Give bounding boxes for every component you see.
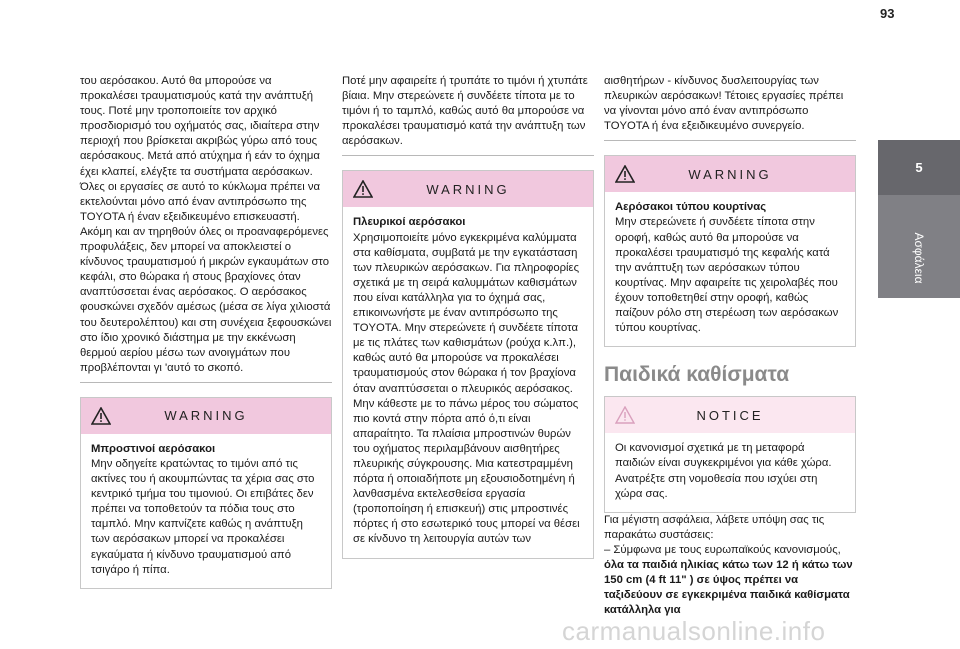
notice-text: Οι κανονισμοί σχετικά με τη μεταφορά παιδιών είναι συγκεκριμένοι για κάθε χώρα. Ανατρέξτε στη νομοθεσία που ισχύει στη χώρα σας. <box>615 442 832 500</box>
notice-label: NOTICE <box>696 407 764 423</box>
warning-box <box>604 155 856 347</box>
warning-heading: Μπροστινοί αερόσακοι <box>91 442 216 455</box>
body-paragraph: του αερόσακου. Αυτό θα μπορούσε να προκαλέσει τραυματισμούς κατά την ανάπτυξή τους. Ποτέ μην τροποποιείτε τον αρχικό προσδιορισμό του οχήματός σας, ιδιαίτερα στην περιοχή που βρίσκεται ακριβώς γύρω από τους αερόσακους. Μετά από ατύχημα ή εάν το όχημα έχει κλαπεί, ελέγξτε τα συστήματα αερόσακων. Όλες οι εργασίες σε αυτό το κύκλωμα πρέπει να εκτελούνται μόνο από έναν αντιπρόσωπο της TOYOTA ή έναν εξειδικευμένο επισκευαστή. Ακόμη και αν τηρηθούν όλες οι προαναφερόμενες προφυλάξεις, δεν μπορεί να αποκλειστεί ο κίνδυνος τραυματισμού ή μικρών εγκαυμάτων στο κεφάλι, στο θώρακα ή στους βραχίονες όταν αναπτύσσεται ένας αερόσακος. Ο αερόσακος φουσκώνει σχεδόν αμέσως (μέσα σε λίγα χιλιοστά του δευτερολέπτου) και στη συνέχεια ξεφουσκώνει στο ίδιο χρονικό διάστημα με την εκκένωση θερμού αερίου μέσω των ανοιγμάτων που προβλέπονται γι 'αυτό το σκοπό. <box>80 75 332 374</box>
notice-icon <box>615 406 635 424</box>
section-title: Παιδικά καθίσματα <box>604 363 790 387</box>
list-item-text: – Σύμφωνα με τους ευρωπαϊκούς κανονισμούς, <box>604 543 841 556</box>
warning-heading: Αερόσακοι τύπου κουρτίνας <box>615 201 767 214</box>
intro-paragraph: Για μέγιστη ασφάλεια, λάβετε υπόψη σας τις παρακάτω συστάσεις: <box>604 513 825 541</box>
warning-body <box>343 207 593 557</box>
chapter-title: Ασφάλεια <box>912 232 926 284</box>
body-paragraph: αισθητήρων - κίνδυνος δυσλειτουργίας των πλευρικών αερόσακων! Τέτοιες εργασίες πρέπει να γίνονται μόνο από έναν αντιπρόσωπο TOYOTA ή ένα εξειδικευμένο συνεργείο. <box>604 75 844 133</box>
chapter-number: 5 <box>878 140 960 195</box>
notice-body <box>605 433 855 511</box>
warning-body <box>81 434 331 588</box>
warning-header <box>343 171 593 207</box>
watermark: carmanualsonline.info <box>562 616 826 646</box>
notice-box <box>604 396 856 512</box>
body-paragraph: Ποτέ μην αφαιρείτε ή τρυπάτε το τιμόνι ή χτυπάτε βίαια. Μην στερεώνετε ή συνδέετε τίποτα με το τιμόνι ή το ταμπλό, καθώς αυτό θα μπορούσε να προκαλέσει τραυματισμό κατά την ανάπτυξη των αερόσακων. <box>342 75 588 148</box>
warning-text: Μην οδηγείτε κρατώντας το τιμόνι από τις ακτίνες του ή ακουμπώντας τα χέρια σας στο κεντρικό τμήμα του τιμονιού. Οι επιβάτες δεν πρέπει να τοποθετούν τα πόδια τους στο ταμπλό. Μην καπνίζετε καθώς η ανάπτυξη των αερόσακων μπορεί να προκαλέσει εγκαύματα ή κίνδυνο τραυματισμού από τσιγάρο ή πίπα. <box>91 457 315 576</box>
warning-text: Μην στερεώνετε ή συνδέετε τίποτα στην οροφή, καθώς αυτό θα μπορούσε να προκαλέσει τραυματισμό της κεφαλής κατά την ανάπτυξη των αερόσακων τύπου κουρτίνας. Μην αφαιρείτε τις χειρολαβές που έχουν τοποθετηθεί στην οροφή, καθώς παίζουν ρόλο στη στερέωση των αερόσακων τύπου κουρτίνας. <box>615 216 839 335</box>
warning-icon <box>91 407 111 425</box>
warning-body <box>605 192 855 346</box>
divider <box>604 140 856 141</box>
warning-box <box>80 397 332 589</box>
warning-label: WARNING <box>426 181 510 197</box>
warning-label: WARNING <box>164 408 248 424</box>
warning-heading: Πλευρικοί αερόσακοι <box>353 216 466 229</box>
warning-label: WARNING <box>688 166 772 182</box>
warning-header <box>81 398 331 434</box>
warning-box <box>342 170 594 558</box>
divider <box>80 382 332 383</box>
divider <box>342 155 594 156</box>
notice-header <box>605 397 855 433</box>
column-2 <box>342 74 594 559</box>
page-number: 93 <box>880 6 895 21</box>
warning-text: Χρησιμοποιείτε μόνο εγκεκριμένα καλύμματα στα καθίσματα, συμβατά με την εγκατάσταση των πλευρικών αερόσακων. Για πληροφορίες σχετικά με τη σειρά καλυμμάτων καθισμάτων που είναι κατάλληλα για το όχημά σας, επικοινωνήστε με έναν αντιπρόσωπο της TOYOTA. Μην στερεώνετε ή συνδέετε τίποτα με τις πλάτες των καθισμάτων (ρούχα κ.λπ.), καθώς αυτό θα μπορούσε να προκαλέσει τραυματισμούς στον θώρακα ή τον βραχίονα όταν αναπτύσσεται ο πλευρικός αερόσακος. Μην κάθεστε με το πάνω μέρος του σώματος πιο κοντά στην πόρτα από ό,τι είναι απαραίτητο. Τα πλαίσια μπροστινών θυρών του οχήματος περιλαμβάνουν αισθητήρες πλευρικής σύγκρουσης. Μια κατεστραμμένη πόρτα ή οποιαδήποτε μη εξουσιοδοτημένη ή λανθασμένα εκτελεσθείσα εργασία (τροποποίηση ή επισκευή) στις μπροστινές πόρτες ή στο εσωτερικό τους μπορεί να θέσει σε κίνδυνο τη λειτουργία αυτών των <box>353 231 580 546</box>
column-1 <box>80 74 332 589</box>
list-item-bold-text: όλα τα παιδιά ηλικίας κάτω των 12 ή κάτω των 150 cm (4 ft 11" ) σε ύψος πρέπει να ταξιδεύουν σε εγκεκριμένα παιδικά καθίσματα κατάλληλα για <box>604 558 853 617</box>
warning-icon <box>615 165 635 183</box>
warning-header <box>605 156 855 192</box>
list-item <box>604 543 856 618</box>
column-3 <box>604 74 856 618</box>
warning-icon <box>353 180 373 198</box>
